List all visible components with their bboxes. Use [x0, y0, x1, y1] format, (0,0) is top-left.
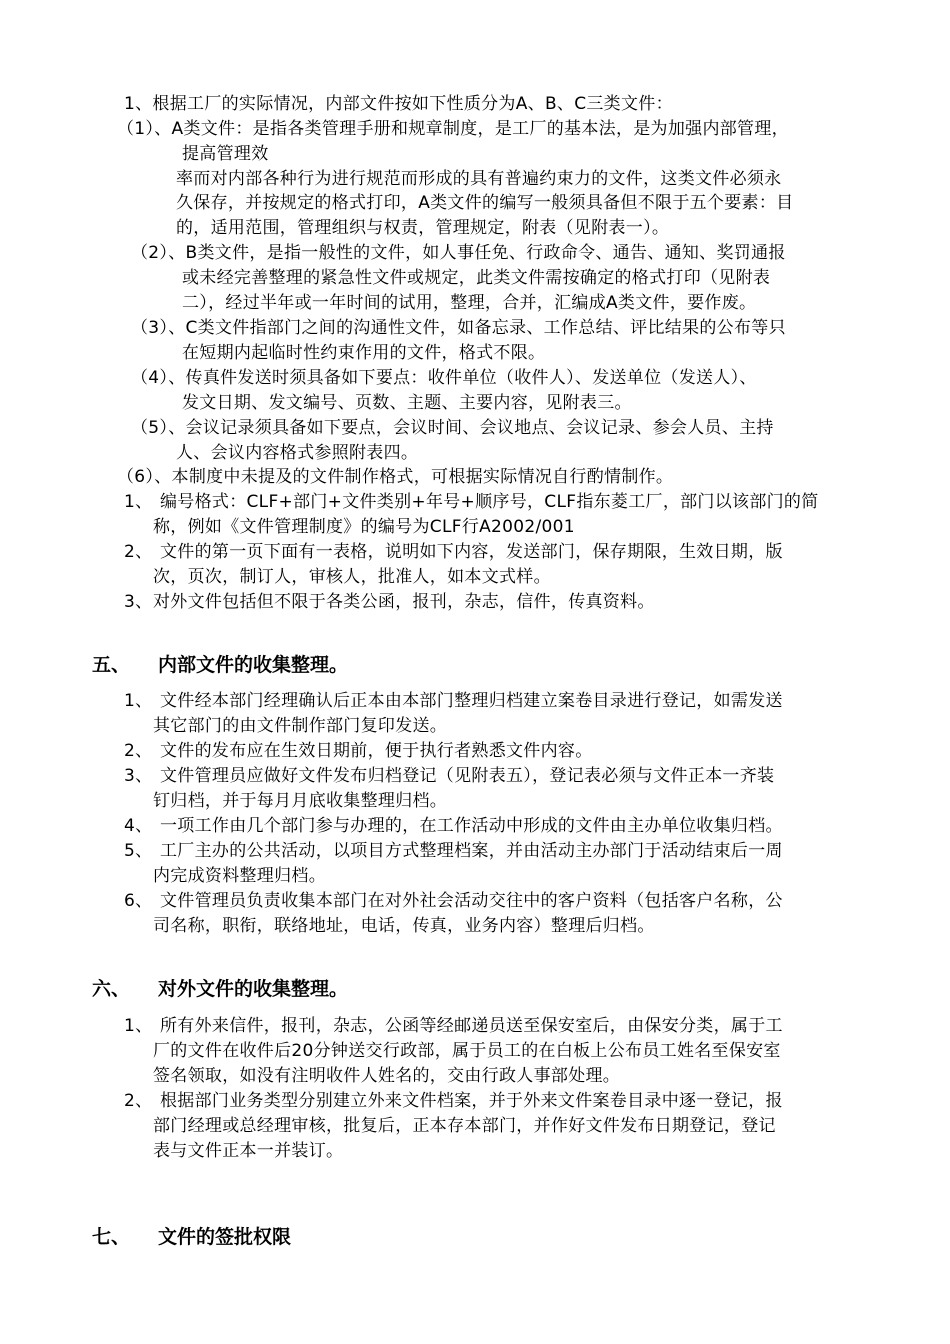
class-b-line-3: 二），经过半年或一年时间的试用，整理，合并，汇编成A类文件，要作废。 — [182, 293, 757, 313]
s6-item-2-num: 2、 — [124, 1091, 153, 1111]
section-7-heading — [92, 1224, 291, 1250]
s5-item-5-line-1: 工厂主办的公共活动，以项目方式整理档案，并由活动主办部门于活动结束后一周 — [160, 841, 783, 861]
class-a-line-3: 率而对内部各种行为进行规范而形成的具有普遍约束力的文件，这类文件必须永 — [176, 169, 782, 189]
section-7-title: 文件的签批权限 — [158, 1226, 292, 1248]
s6-item-1-line-1: 所有外来信件，报刊，杂志，公函等经邮递员送至保安室后，由保安分类，属于工 — [160, 1016, 783, 1036]
fax-line-1: （4）、传真件发送时须具备如下要点：收件单位（收件人）、发送单位（发送人）、 — [131, 368, 757, 388]
class-a-line-1: （1）、A类文件：是指各类管理手册和规章制度，是工厂的基本法，是为加强内部管理， — [117, 119, 789, 139]
section-6-title: 对外文件的收集整理。 — [158, 978, 349, 1000]
section-5-title: 内部文件的收集整理。 — [158, 654, 349, 676]
first-page-num: 2、 — [124, 542, 153, 562]
s5-item-1-line-1: 文件经本部门经理确认后正本由本部门整理归档建立案卷目录进行登记，如需发送 — [160, 691, 783, 711]
fax-line-2: 发文日期、发文编号、页数、主题、主要内容，见附表三。 — [182, 393, 632, 413]
section-5-number: 五、 — [92, 654, 131, 676]
minutes-line-1: （5）、会议记录须具备如下要点，会议时间、会议地点、会议记录、参会人员、主持 — [131, 418, 774, 438]
section-7-number: 七、 — [92, 1226, 131, 1248]
s5-item-5-num: 5、 — [124, 841, 153, 861]
s5-item-2-num: 2、 — [124, 741, 153, 761]
section-6-heading — [92, 976, 348, 1002]
s6-item-2-line-2: 部门经理或总经理审核，批复后，正本存本部门，并作好文件发布日期登记，登记 — [153, 1116, 776, 1136]
s6-item-2-line-3: 表与文件正本一并装订。 — [153, 1141, 344, 1161]
s5-item-3-line-1: 文件管理员应做好文件发布归档登记（见附表五），登记表必须与文件正本一齐装 — [160, 766, 775, 786]
other-format-line: （6）、本制度中未提及的文件制作格式，可根据实际情况自行酌情制作。 — [117, 467, 674, 487]
class-a-line-2: 提高管理效 — [182, 144, 269, 164]
s5-item-6-line-2: 司名称，职衔，联络地址，电话，传真，业务内容）整理后归档。 — [153, 916, 655, 936]
external-docs-num: 3、 — [124, 592, 153, 612]
s6-item-1-num: 1、 — [124, 1016, 153, 1036]
s5-item-5-line-2: 内完成资料整理归档。 — [153, 866, 326, 886]
s5-item-4-num: 4、 — [124, 816, 153, 836]
s5-item-3-line-2: 钉归档，并于每月月底收集整理归档。 — [153, 791, 448, 811]
numbering-num: 1、 — [124, 492, 153, 512]
numbering-line-1: 编号格式：CLF+部门+文件类别+年号+顺序号，CLF指东菱工厂，部门以该部门的简 — [160, 492, 819, 512]
numbering-line-2: 称，例如《文件管理制度》的编号为CLF行A2002/001 — [153, 517, 575, 537]
section-6-number: 六、 — [92, 978, 131, 1000]
class-a-line-5: 的，适用范围，管理组织与权责，管理规定，附表（见附表一）。 — [176, 218, 670, 238]
section-5-heading — [92, 652, 348, 678]
first-page-line-2: 次，页次，制订人，审核人，批准人，如本文式样。 — [153, 567, 551, 587]
intro-line: 1、根据工厂的实际情况，内部文件按如下性质分为A、B、C三类文件： — [124, 94, 673, 114]
s5-item-4-line-1: 一项工作由几个部门参与办理的，在工作活动中形成的文件由主办单位收集归档。 — [160, 816, 783, 836]
class-c-line-1: （3）、C类文件指部门之间的沟通性文件，如备忘录、工作总结、评比结果的公布等只 — [131, 318, 786, 338]
s5-item-6-line-1: 文件管理员负责收集本部门在对外社会活动交往中的客户资料（包括客户名称，公 — [160, 891, 783, 911]
s5-item-1-line-2: 其它部门的由文件制作部门复印发送。 — [153, 716, 448, 736]
first-page-line-1: 文件的第一页下面有一表格，说明如下内容，发送部门，保存期限，生效日期，版 — [160, 542, 783, 562]
s5-item-2-line-1: 文件的发布应在生效日期前，便于执行者熟悉文件内容。 — [160, 741, 593, 761]
class-a-line-4: 久保存，并按规定的格式打印，A类文件的编写一般须具备但不限于五个要素：目 — [176, 193, 794, 213]
s5-item-3-num: 3、 — [124, 766, 153, 786]
class-c-line-2: 在短期内起临时性约束作用的文件，格式不限。 — [182, 343, 546, 363]
s5-item-1-num: 1、 — [124, 691, 153, 711]
s6-item-1-line-2: 厂的文件在收件后20分钟送交行政部，属于员工的在白板上公布员工姓名至保安室 — [153, 1041, 781, 1061]
s6-item-1-line-3: 签名领取，如没有注明收件人姓名的，交由行政人事部处理。 — [153, 1066, 621, 1086]
external-docs-line: 对外文件包括但不限于各类公函，报刊，杂志，信件，传真资料。 — [153, 592, 655, 612]
class-b-line-1: （2）、B类文件，是指一般性的文件，如人事任免、行政命令、通告、通知、奖罚通报 — [131, 243, 786, 263]
s5-item-6-num: 6、 — [124, 891, 153, 911]
s6-item-2-line-1: 根据部门业务类型分别建立外来文件档案，并于外来文件案卷目录中逐一登记，报 — [160, 1091, 783, 1111]
minutes-line-2: 人、会议内容格式参照附表四。 — [176, 443, 419, 463]
class-b-line-2: 或未经完善整理的紧急性文件或规定，此类文件需按确定的格式打印（见附表 — [182, 268, 771, 288]
